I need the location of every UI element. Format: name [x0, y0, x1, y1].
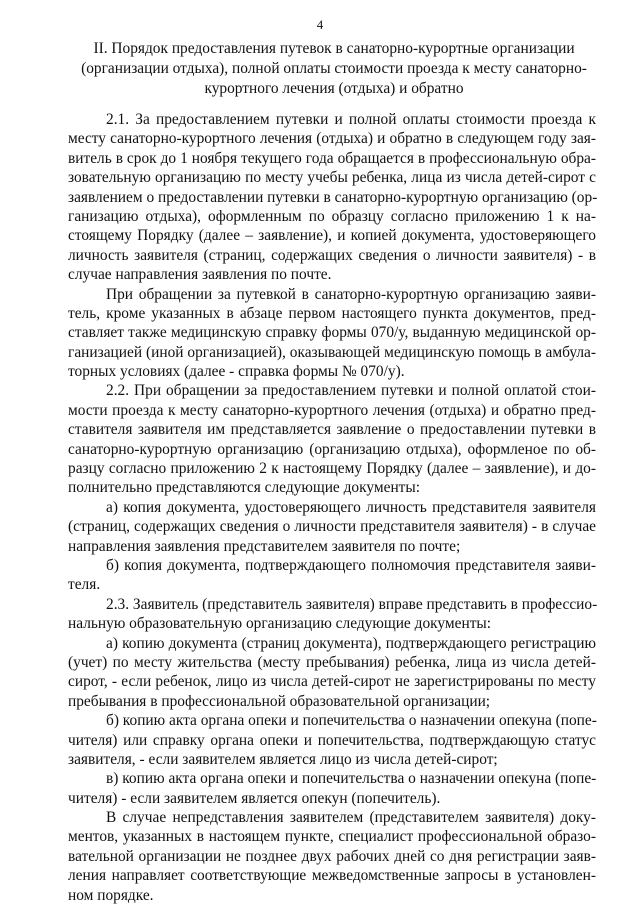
- body-line: стоящему Порядку (далее – заявление), и копией документа, удостоверяющего: [68, 227, 596, 245]
- body-line: В случае непредставления заявителем (представителем заявителя) доку-: [106, 809, 596, 827]
- body-line: санаторно-курортную организацию (организацию отдыха), оформленое по об-: [68, 440, 596, 458]
- body-line: ганизацией (иной организацией), оказывающей медицинскую помощь в амбула-: [68, 343, 596, 361]
- body-line: заявителя, - если заявителем является лицо из числа детей-сирот;: [68, 750, 498, 768]
- body-line: вательной организации не позднее двух рабочих дней со дня регистрации заяв-: [68, 847, 596, 865]
- body-line: направления заявления представителем заявителя по почте;: [68, 537, 461, 555]
- section-heading-line: II. Порядок предоставления путевок в санаторно-курортные организации: [93, 40, 575, 57]
- body-line: торных условиях (далее - справка формы № 070/у).: [68, 363, 405, 381]
- body-line: ном порядке.: [68, 886, 154, 904]
- page-number: 4: [316, 17, 324, 32]
- body-line: 2.3. Заявитель (представитель заявителя) вправе представить в профессио-: [106, 595, 598, 613]
- body-line: а) копия документа, удостоверяющего личность представителя заявителя: [106, 498, 596, 516]
- body-line: а) копию документа (страниц документа), подтверждающего регистрацию: [106, 634, 596, 652]
- body-line: случае направления заявления по почте.: [68, 266, 332, 284]
- section-heading: [74, 39, 594, 99]
- body-line: ганизацию отдыха), оформленным по образцу согласно приложению 1 к на-: [68, 207, 596, 225]
- body-line: мости проезда к месту санаторно-курортного лечения (отдыха) и обратно пред-: [68, 401, 596, 419]
- body-line: нальную образовательную организацию следующие документы:: [68, 615, 492, 633]
- body-line: чителя) или справку органа опеки и попечительства, подтверждающую статус: [68, 731, 596, 749]
- body-line: тель, кроме указанных в абзаце первом настоящего пункта документов, пред-: [68, 304, 596, 322]
- body-line: 2.1. За предоставлением путевки и полной оплаты стоимости проезда к: [106, 111, 596, 128]
- body-line: б) копия документа, подтверждающего полномочия представителя заяви-: [106, 556, 596, 574]
- body-line: разцу согласно приложению 2 к настоящему Порядку (далее – заявление), и до-: [68, 460, 596, 478]
- body-line: ставляет также медицинскую справку формы 070/у, выданную медицинской ор-: [68, 324, 596, 342]
- body-line: заявлением о предоставлении путевки в санаторно-курортную организацию (ор-: [68, 188, 598, 206]
- body-text: [68, 110, 596, 905]
- body-line: теля.: [68, 576, 101, 594]
- body-line: При обращении за путевкой в санаторно-курортную организацию заяви-: [106, 285, 596, 303]
- body-line: месту санаторно-курортного лечения (отдыха) и обратно в следующем году зая-: [68, 130, 596, 148]
- body-line: (страниц, содержащих сведения о личности представителя заявителя) - в случае: [68, 518, 596, 536]
- body-line: (учет) по месту жительства (месту пребывания) ребенка, лица из числа детей-: [68, 653, 596, 671]
- body-line: полнительно представляются следующие документы:: [68, 479, 421, 497]
- body-line: чителя) - если заявителем является опекун (попечитель).: [68, 789, 441, 807]
- body-line: ментов, указанных в настоящем пункте, специалист профессиональной образо-: [68, 828, 596, 846]
- body-line: сирот, - если ребенок, лицо из числа детей-сирот не зарегистрированы по месту: [68, 673, 596, 691]
- body-line: личность заявителя (страниц, содержащих сведения о личности заявителя) - в: [68, 246, 596, 264]
- body-line: 2.2. При обращении за предоставлением путевки и полной оплатой стои-: [106, 382, 596, 400]
- body-line: витель в срок до 1 ноября текущего года обращается в профессиональную обра-: [68, 149, 596, 167]
- body-line: пребывания в профессиональной образовательной организации;: [68, 692, 491, 710]
- body-line: ставителя заявителя им представляется заявление о предоставлении путевки в: [68, 421, 596, 439]
- body-line: б) копию акта органа опеки и попечительства о назначении опекуна (попе-: [106, 712, 597, 730]
- section-heading-line: курортного лечения (отдыха) и обратно: [204, 80, 464, 97]
- body-line: в) копию акта органа опеки и попечительства о назначении опекуна (попе-: [106, 770, 597, 788]
- section-heading-line: (организации отдыха), полной оплаты стоимости проезда к месту санаторно-: [81, 60, 587, 77]
- body-line: зовательную организацию по месту учебы ребенка, лица из числа детей-сирот с: [68, 169, 596, 187]
- body-line: ления направляет соответствующие межведомственные запросы в установлен-: [68, 867, 596, 885]
